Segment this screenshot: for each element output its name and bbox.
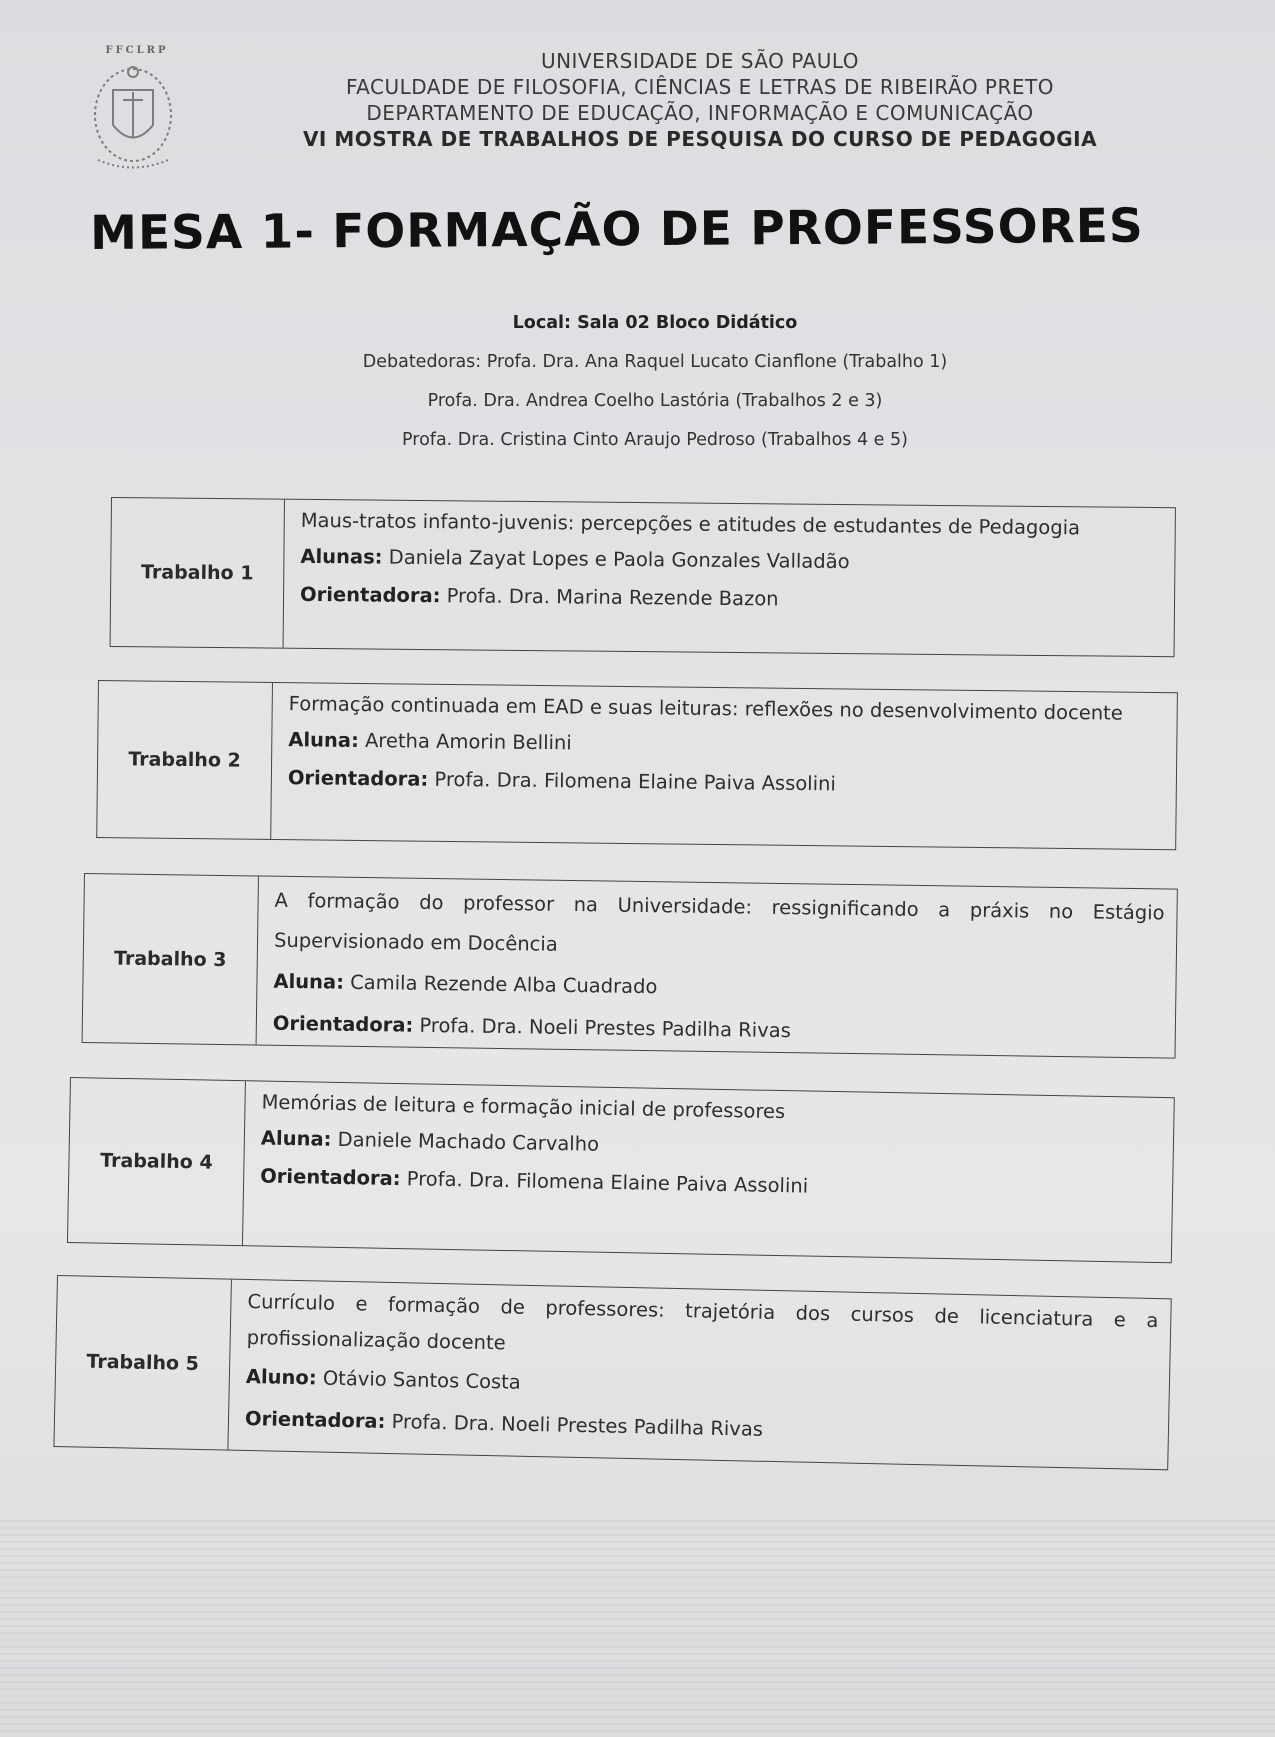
authors-value: Aretha Amorin Bellini xyxy=(364,729,572,755)
authors-label: Aluno: xyxy=(245,1364,317,1390)
advisor-value: Profa. Dra. Marina Rezende Bazon xyxy=(446,584,779,611)
advisor-label: Orientadora: xyxy=(299,582,441,608)
event-name: VI MOSTRA DE TRABALHOS DE PESQUISA DO CURSO DE PEDAGOGIA xyxy=(302,127,1098,151)
debatedora-line-3: Profa. Dra. Cristina Cinto Araujo Pedroso (Trabalhos 4 e 5) xyxy=(402,430,908,450)
university-name: UNIVERSIDADE DE SÃO PAULO xyxy=(540,49,860,73)
crest-icon xyxy=(88,60,183,175)
authors-label: Aluna: xyxy=(260,1126,332,1151)
trabalho-label: Trabalho 4 xyxy=(68,1078,246,1245)
logo-text: FFCLRP xyxy=(105,45,169,56)
trabalho-card-5 xyxy=(53,1275,1171,1470)
authors-value: Camila Rezende Alba Cuadrado xyxy=(350,970,658,999)
print-streaks xyxy=(0,1520,1275,1737)
department-name: DEPARTAMENTO DE EDUCAÇÃO, INFORMAÇÃO E COMUNICAÇÃO xyxy=(366,101,1034,125)
advisor-label: Orientadora: xyxy=(244,1406,386,1433)
trabalho-label: Trabalho 3 xyxy=(83,874,259,1044)
trabalho-content xyxy=(271,683,1177,849)
authors-label: Alunas: xyxy=(300,544,383,569)
trabalho-card-3 xyxy=(82,873,1178,1059)
trabalho-title: Formação continuada em EAD e suas leituras: reflexões no desenvolvimento docente xyxy=(288,692,1123,725)
trabalho-content xyxy=(284,500,1175,657)
debatedora-line-2: Profa. Dra. Andrea Coelho Lastória (Trabalhos 2 e 3) xyxy=(427,391,883,411)
advisor-value: Profa. Dra. Filomena Elaine Paiva Assolini xyxy=(434,767,836,796)
advisor-label: Orientadora: xyxy=(272,1011,414,1037)
location: Local: Sala 02 Bloco Didático xyxy=(512,313,798,333)
trabalho-label: Trabalho 5 xyxy=(54,1276,232,1450)
page-title: MESA 1- FORMAÇÃO DE PROFESSORES xyxy=(90,198,1144,261)
advisor-value: Profa. Dra. Filomena Elaine Paiva Assolini xyxy=(406,1167,809,1198)
institution-header xyxy=(300,48,1100,152)
trabalho-content xyxy=(243,1081,1174,1262)
trabalho-title: A formação do professor na Universidade: ressignificando a práxis no Estágio Supervisionado em Docência xyxy=(273,888,1165,956)
faculty-name: FACULDADE DE FILOSOFIA, CIÊNCIAS E LETRAS DE RIBEIRÃO PRETO xyxy=(346,75,1054,99)
trabalho-title: Maus-tratos infanto-juvenis: percepções e atitudes de estudantes de Pedagogia xyxy=(300,508,1081,540)
advisor-label: Orientadora: xyxy=(287,766,429,791)
ffclrp-logo xyxy=(80,45,190,185)
advisor-row xyxy=(300,576,1162,622)
advisor-label: Orientadora: xyxy=(260,1164,401,1191)
debatedora-line-1: Debatedoras: Profa. Dra. Ana Raquel Lucato Cianflone (Trabalho 1) xyxy=(362,352,948,372)
authors-value: Daniele Machado Carvalho xyxy=(337,1127,600,1156)
trabalho-label: Trabalho 1 xyxy=(111,498,285,648)
authors-value: Daniela Zayat Lopes e Paola Gonzales Valladão xyxy=(388,545,850,574)
authors-label: Aluna: xyxy=(288,728,359,752)
trabalho-content xyxy=(257,877,1177,1058)
trabalho-card-4 xyxy=(67,1077,1175,1263)
trabalho-label: Trabalho 2 xyxy=(97,681,273,839)
trabalho-card-1 xyxy=(110,497,1176,657)
authors-label: Aluna: xyxy=(273,969,345,994)
authors-value: Otávio Santos Costa xyxy=(322,1366,522,1394)
trabalho-title: Memórias de leitura e formação inicial de professores xyxy=(261,1090,786,1124)
trabalho-card-2 xyxy=(96,680,1178,850)
trabalho-title: Currículo e formação de professores: trajetória dos cursos de licenciatura e a profissionalização docente xyxy=(246,1289,1159,1355)
trabalho-content xyxy=(228,1280,1170,1470)
advisor-value: Profa. Dra. Noeli Prestes Padilha Rivas xyxy=(419,1013,791,1043)
advisor-value: Profa. Dra. Noeli Prestes Padilha Rivas xyxy=(391,1410,764,1441)
session-info xyxy=(250,304,1060,460)
